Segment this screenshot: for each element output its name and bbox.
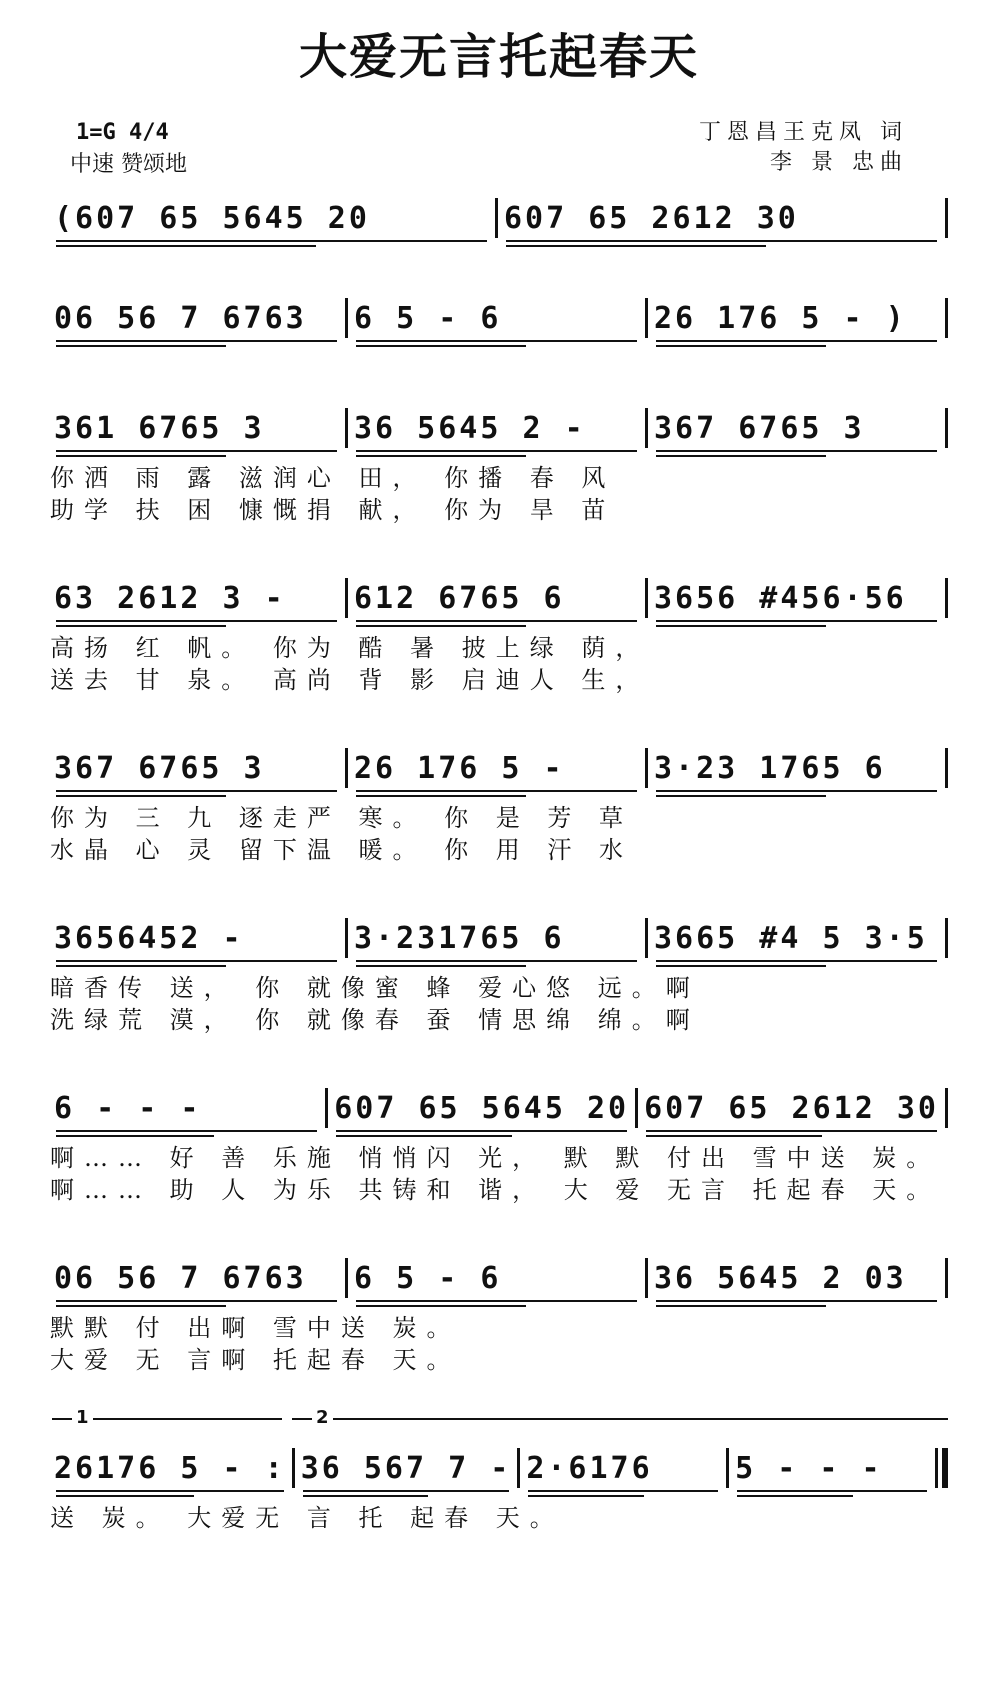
volta-bracket-1: 1 <box>52 1418 282 1434</box>
lyrics <box>48 802 948 866</box>
notation-line <box>48 578 948 618</box>
measure: 06 56 7 6763 <box>48 1261 345 1296</box>
measure: 6 - - - <box>48 1091 325 1126</box>
score-system-4 <box>48 578 948 696</box>
page-title: 大爱无言托起春天 <box>298 29 699 85</box>
score-system-6 <box>48 918 948 1036</box>
measure: 26176 5 - : <box>48 1451 292 1486</box>
lyric-verse-1: 你为 三 九 逐走严 寒。 你 是 芳 草 <box>50 804 634 832</box>
barline <box>945 918 948 958</box>
measure: 06 56 7 6763 <box>48 301 345 336</box>
lyric-verse-1: 高扬 红 帆。 你为 酷 暑 披上绿 荫， <box>50 634 650 662</box>
measure: 36 5645 2 03 <box>648 1261 945 1296</box>
measure: 3656 #456·56 <box>648 581 945 616</box>
lyrics <box>48 462 948 526</box>
lyric-verse-2: 洗绿荒 漠， 你 就像春 蚕 情思绵 绵。啊 <box>50 1006 700 1034</box>
score-system-8 <box>48 1258 948 1376</box>
measure: 367 6765 3 <box>648 411 945 446</box>
lyric-verse-2: 啊…… 助 人 为乐 共铸和 谐， 大 爱 无言 托起春 天。 <box>50 1176 941 1204</box>
lyric-verse-1: 暗香传 送， 你 就像蜜 蜂 爱心悠 远。啊 <box>50 974 700 1002</box>
lyrics <box>48 1142 948 1206</box>
measure: 3·231765 6 <box>348 921 645 956</box>
volta-bracket-2: 2 <box>292 1418 948 1434</box>
notation-line <box>48 298 948 338</box>
barline <box>945 408 948 448</box>
final-barline <box>935 1448 948 1488</box>
lyric-verse-1: 你洒 雨 露 滋润心 田， 你播 春 风 <box>50 464 616 492</box>
measure: 607 65 5645 20 <box>328 1091 635 1126</box>
composer-credit: 李 景 忠曲 <box>770 150 908 175</box>
measure: 3·23 1765 6 <box>648 751 945 786</box>
barline <box>945 198 948 238</box>
notation-line <box>48 198 948 238</box>
notation-line <box>48 1448 948 1488</box>
measure: 3656452 - <box>48 921 345 956</box>
measure: 36 567 7 - <box>295 1451 518 1486</box>
lyric-verse-2: 大爱 无 言啊 托起春 天。 <box>50 1346 461 1374</box>
score-system-9 <box>48 1407 948 1534</box>
lyric-verse-2: 送去 甘 泉。 高尚 背 影 启迪人 生， <box>50 666 650 694</box>
barline <box>945 578 948 618</box>
measure: 367 6765 3 <box>48 751 345 786</box>
measure: 607 65 2612 30 <box>638 1091 945 1126</box>
score-system-2 <box>48 298 948 338</box>
measure: (607 65 5645 20 <box>48 201 495 236</box>
lyric-verse-1: 送 炭。 大爱无 言 托 起春 天。 <box>50 1504 564 1532</box>
notation-line <box>48 918 948 958</box>
lyrics <box>48 972 948 1036</box>
barline <box>945 1088 948 1128</box>
measure: 2·6176 <box>520 1451 726 1486</box>
barline <box>945 748 948 788</box>
lyric-verse-2: 水晶 心 灵 留下温 暖。 你 用 汗 水 <box>50 836 634 864</box>
notation-line <box>48 1088 948 1128</box>
measure: 361 6765 3 <box>48 411 345 446</box>
lyrics <box>48 1502 948 1534</box>
lyrics <box>48 632 948 696</box>
measure: 6 5 - 6 <box>348 1261 645 1296</box>
notation-line <box>48 748 948 788</box>
lyrics <box>48 1312 948 1376</box>
barline <box>945 298 948 338</box>
notation-line <box>48 408 948 448</box>
measure: 63 2612 3 - <box>48 581 345 616</box>
measure: 26 176 5 - ) <box>648 301 945 336</box>
barline <box>945 1258 948 1298</box>
measure: 26 176 5 - <box>348 751 645 786</box>
lyricist-credit: 丁恩昌王克凤 词 <box>699 120 908 145</box>
measure: 5 - - - <box>729 1451 935 1486</box>
score-system-5 <box>48 748 948 866</box>
measure: 612 6765 6 <box>348 581 645 616</box>
score-system-7 <box>48 1088 948 1206</box>
measure: 3665 #4 5 3·5 <box>648 921 945 956</box>
score-system-1 <box>48 198 948 238</box>
credits <box>699 118 908 178</box>
notation-line <box>48 1258 948 1298</box>
lyric-verse-1: 啊…… 好 善 乐施 悄悄闪 光， 默 默 付出 雪中送 炭。 <box>50 1144 941 1172</box>
lyric-verse-1: 默默 付 出啊 雪中送 炭。 <box>50 1314 461 1342</box>
score-system-3 <box>48 408 948 526</box>
tempo-marking: 中速 赞颂地 <box>70 152 187 177</box>
measure: 36 5645 2 - <box>348 411 645 446</box>
measure: 6 5 - 6 <box>348 301 645 336</box>
measure: 607 65 2612 30 <box>498 201 945 236</box>
key-signature: 1=G 4/4 <box>76 120 169 145</box>
lyric-verse-2: 助学 扶 困 慷慨捐 献， 你为 旱 苗 <box>50 496 616 524</box>
